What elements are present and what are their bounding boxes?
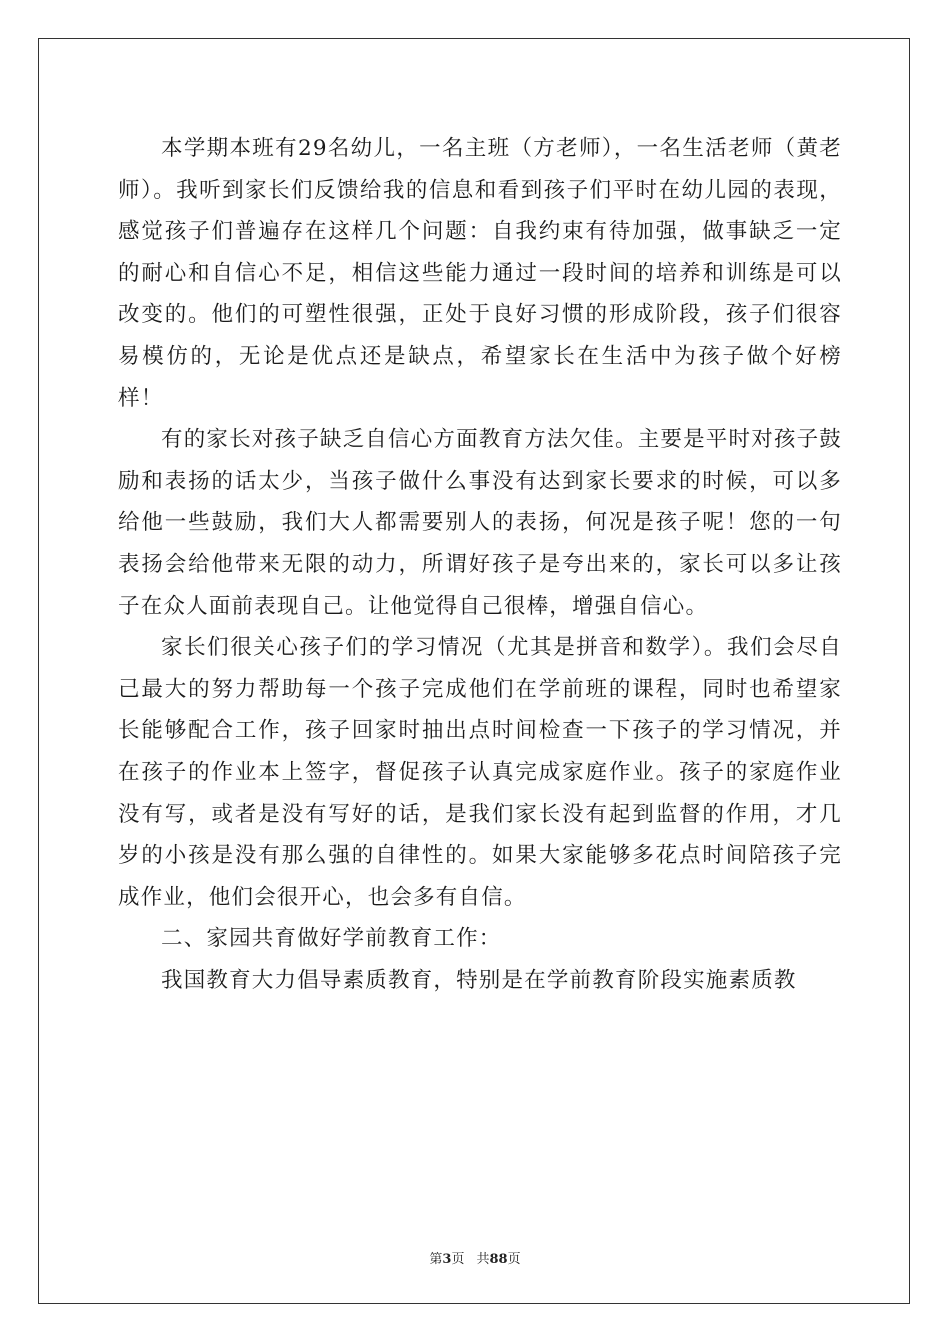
page-current: 3 [442, 1252, 452, 1267]
page-suffix: 页 [451, 1252, 465, 1267]
document-body [118, 128, 842, 1001]
page-prefix: 第 [429, 1252, 443, 1267]
page-footer [0, 1248, 950, 1267]
section-heading: 二、家园共育做好学前教育工作： [161, 926, 502, 952]
paragraph-4: 我国教育大力倡导素质教育，特别是在学前教育阶段实施素质教 [161, 967, 797, 993]
paragraph-1: 本学期本班有29名幼儿，一名主班（方老师），一名生活老师（黄老师）。我听到家长们反馈给我的信息和看到孩子们平时在幼儿园的表现，感觉孩子们普遍存在这样几个问题：自我约束有待加强，做事缺乏一定的耐心和自信心不足，相信这些能力通过一段时间的培养和训练是可以改变的。他们的可塑性很强，正处于良好习惯的形成阶段，孩子们很容易模仿的，无论是优点还是缺点，希望家长在生活中为孩子做个好榜样！ [118, 136, 842, 411]
paragraph-2: 有的家长对孩子缺乏自信心方面教育方法欠佳。主要是平时对孩子鼓励和表扬的话太少，当孩子做什么事没有达到家长要求的时候，可以多给他一些鼓励，我们大人都需要别人的表扬，何况是孩子呢！您的一句表扬会给他带来无限的动力，所谓好孩子是夸出来的，家长可以多让孩子在众人面前表现自己。让他觉得自己很棒，增强自信心。 [118, 427, 843, 619]
total-prefix: 共 [476, 1252, 490, 1267]
paragraph-3: 家长们很关心孩子们的学习情况（尤其是拼音和数学）。我们会尽自己最大的努力帮助每一个孩子完成他们在学前班的课程，同时也希望家长能够配合工作，孩子回家时抽出点时间检查一下孩子的学习情况，并在孩子的作业本上签字，督促孩子认真完成家庭作业。孩子的家庭作业没有写，或者是没有写好的话，是我们家长没有起到监督的作用，才几岁的小孩是没有那么强的自律性的。如果大家能够多花点时间陪孩子完成作业，他们会很开心，也会多有自信。 [118, 635, 842, 910]
page-total: 88 [489, 1252, 508, 1267]
total-suffix: 页 [507, 1252, 521, 1267]
